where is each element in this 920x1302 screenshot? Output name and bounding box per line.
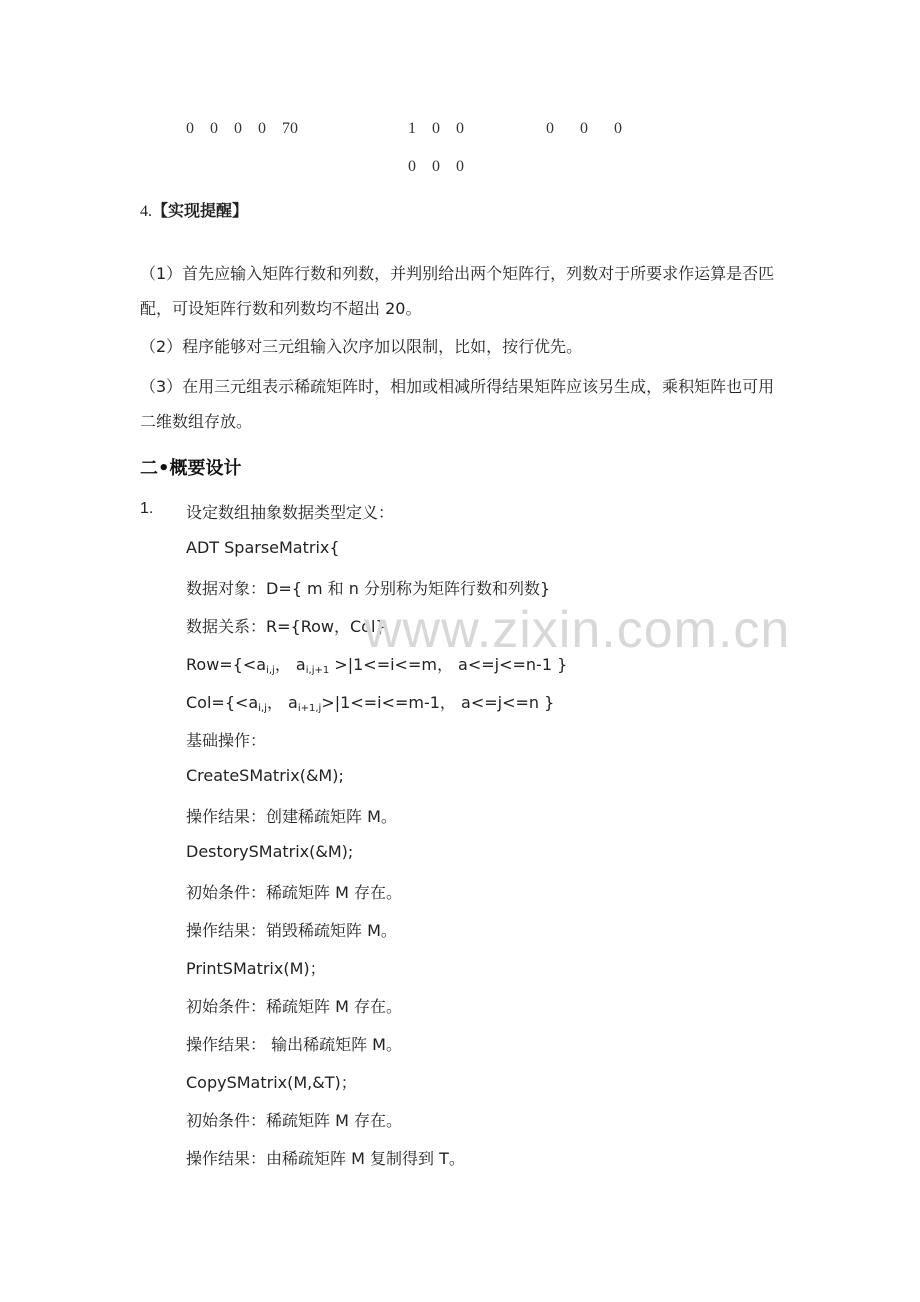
row-sub-2: i,j+1 bbox=[305, 665, 330, 676]
watermark: www.zixin.com.cn bbox=[364, 601, 791, 659]
section-2-heading: 二•概要设计 bbox=[140, 458, 242, 479]
op-line: 操作结果： 输出稀疏矩阵 M。 bbox=[186, 1035, 402, 1054]
section-4-title: 【实现提醒】 bbox=[152, 201, 249, 220]
op-line: PrintSMatrix(M)； bbox=[186, 959, 326, 978]
adt-data-object: 数据对象：D={ m 和 n 分别称为矩阵行数和列数} bbox=[186, 579, 551, 598]
tip-3: （3）在用三元组表示稀疏矩阵时，相加或相减所得结果矩阵应该另生成，乘积矩阵也可用二维数组存放。 bbox=[140, 377, 775, 431]
col-mid: ， a bbox=[266, 693, 298, 712]
op-line: 操作结果：销毁稀疏矩阵 M。 bbox=[186, 921, 397, 940]
op-line: CopySMatrix(M,&T)； bbox=[186, 1073, 357, 1092]
matrix-row2-b: 0 0 0 bbox=[408, 158, 464, 175]
tip-1: （1）首先应输入矩阵行数和列数，并判别给出两个矩阵行，列数对于所要求作运算是否匹配，可设矩阵行数和列数均不超出 20。 bbox=[140, 264, 775, 318]
adt-data-relation: 数据关系：R={Row，Col} bbox=[186, 617, 386, 636]
op-line: 初始条件：稀疏矩阵 M 存在。 bbox=[186, 1111, 402, 1130]
section-4-heading bbox=[140, 198, 248, 221]
op-line: 操作结果：创建稀疏矩阵 M。 bbox=[186, 807, 397, 826]
op-line: 操作结果：由稀疏矩阵 M 复制得到 T。 bbox=[186, 1149, 465, 1168]
item-1-text: 设定数组抽象数据类型定义： bbox=[186, 503, 395, 522]
op-line: CreateSMatrix(&M); bbox=[186, 766, 344, 785]
adt-header: ADT SparseMatrix{ bbox=[186, 538, 340, 557]
adt-basic-ops: 基础操作： bbox=[186, 731, 267, 750]
row-mid: ， a bbox=[274, 655, 306, 674]
row-sub-1: i,j bbox=[266, 665, 275, 676]
matrix-row1-c: 0 0 0 bbox=[546, 120, 622, 137]
op-line: 初始条件：稀疏矩阵 M 存在。 bbox=[186, 997, 402, 1016]
col-sub-1: i,j bbox=[258, 703, 267, 714]
tip-2: （2）程序能够对三元组输入次序加以限制，比如，按行优先。 bbox=[140, 337, 583, 356]
section-4-number: 4. bbox=[140, 203, 152, 220]
op-line: 初始条件：稀疏矩阵 M 存在。 bbox=[186, 883, 402, 902]
col-sub-2: i+1,j bbox=[297, 703, 322, 714]
matrix-row1-a: 0 0 0 0 70 bbox=[186, 120, 298, 137]
item-1-number: 1. bbox=[140, 500, 154, 517]
row-prefix: Row={<a bbox=[186, 655, 267, 674]
col-suffix: >|1<=i<=m-1， a<=j<=n } bbox=[321, 693, 555, 712]
adt-col-definition bbox=[186, 690, 554, 714]
row-suffix: >|1<=i<=m， a<=j<=n-1 } bbox=[329, 655, 568, 674]
col-prefix: Col={<a bbox=[186, 693, 259, 712]
matrix-row1-b: 1 0 0 bbox=[408, 120, 464, 137]
op-line: DestorySMatrix(&M); bbox=[186, 842, 354, 861]
